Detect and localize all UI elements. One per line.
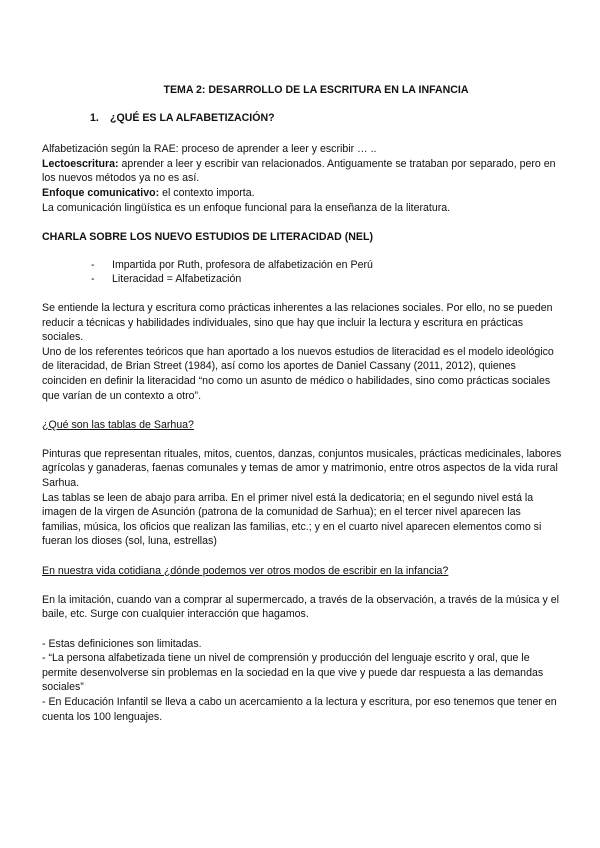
paragraph-definicion-3: - En Educación Infantil se lleva a cabo un acercamiento a la lectura y escritura, por eso tenemos que tener en cuenta los 100 lenguajes. [42, 695, 557, 723]
paragraph-practicas: Se entiende la lectura y escritura como prácticas inherentes a las relaciones sociales. Por ello, no se pueden reducir a técnicas y habilidades individuales, sino que hay que incluir la lectura y escritura en prácticas sociales. [42, 301, 553, 344]
paragraph-referentes: Uno de los referentes teóricos que han aportado a los nuevos estudios de literacidad es el modelo ideológico de literacidad, de Brian Street (1984), así como los aportes de Daniel Cassany (2011, 2012), quienes coinciden en definir la literacidad “no como un asunto de médico o habilidades, sino como prácticas sociales que varían de un contexto a otro”. [42, 345, 554, 402]
paragraph-definicion-1: - Estas definiciones son limitadas. [42, 637, 202, 650]
heading-text: ¿QUÉ ES LA ALFABETIZACIÓN? [110, 111, 275, 124]
list-item-text: Literacidad = Alfabetización [112, 273, 242, 286]
paragraph-imitacion: En la imitación, cuando van a comprar al supermercado, a través de la observación, a través de la música y el baile, etc. Surge con cualquier interacción que hagamos. [42, 593, 559, 621]
question-vida-cotidiana: En nuestra vida cotidiana ¿dónde podemos ver otros modos de escribir en la infancia? [42, 564, 449, 577]
list-item [42, 272, 562, 287]
paragraph-comunicacion: La comunicación lingüística es un enfoque funcional para la enseñanza de la literatura. [42, 201, 451, 214]
paragraph-lectoescritura [42, 157, 562, 186]
paragraph-rae: Alfabetización según la RAE: proceso de aprender a leer y escribir … .. [42, 143, 377, 156]
question-sarhua: ¿Qué son las tablas de Sarhua? [42, 418, 194, 431]
section-heading-alfabetizacion [42, 111, 562, 126]
document-title: TEMA 2: DESARROLLO DE LA ESCRITURA EN LA INFANCIA [163, 84, 469, 96]
document-body [42, 83, 562, 724]
heading-number: 1. [90, 111, 99, 124]
paragraph-definicion-2: - “La persona alfabetizada tiene un nivel de comprensión y producción del lenguaje escrito y oral, que le permite desenvolverse sin problemas en la sociedad en la que vive y puede dar respuesta a las demandas sociales” [42, 652, 544, 694]
enfoque-definition: el contexto importa. [159, 186, 255, 199]
term-lectoescritura: Lectoescritura: [42, 157, 119, 170]
paragraph-pinturas: Pinturas que representan rituales, mitos, cuentos, danzas, conjuntos musicales, prácticas medicinales, labores agrícolas y ganaderas, faenas comunales y temas de amor y matrimonio, entre otros aspectos de la vida rural Sarhua. [42, 447, 562, 490]
dash-bullet: - [91, 258, 95, 271]
dash-bullet: - [91, 273, 95, 286]
lectoescritura-definition: aprender a leer y escribir van relacionados. Antiguamente se trataban por separado, pero en los nuevos métodos ya no es así. [42, 157, 556, 185]
paragraph-enfoque [42, 186, 562, 201]
list-item-text: Impartida por Ruth, profesora de alfabetización en Perú [112, 258, 373, 271]
term-enfoque: Enfoque comunicativo: [42, 186, 160, 199]
section-heading-charla: CHARLA SOBRE LOS NUEVO ESTUDIOS DE LITERACIDAD (NEL) [42, 231, 373, 244]
charla-list [42, 258, 562, 287]
list-item [42, 258, 562, 273]
paragraph-tablas: Las tablas se leen de abajo para arriba. En el primer nivel está la dedicatoria; en el segundo nivel está la imagen de la virgen de Asunción (patrona de la comunidad de Sarhua); en el tercer nivel aparecen las familias, música, los oficios que realizan las familias, etc.; y en el cuarto nivel aparecen elementos como si fueran los dioses (sol, luna, estrellas) [42, 491, 542, 548]
